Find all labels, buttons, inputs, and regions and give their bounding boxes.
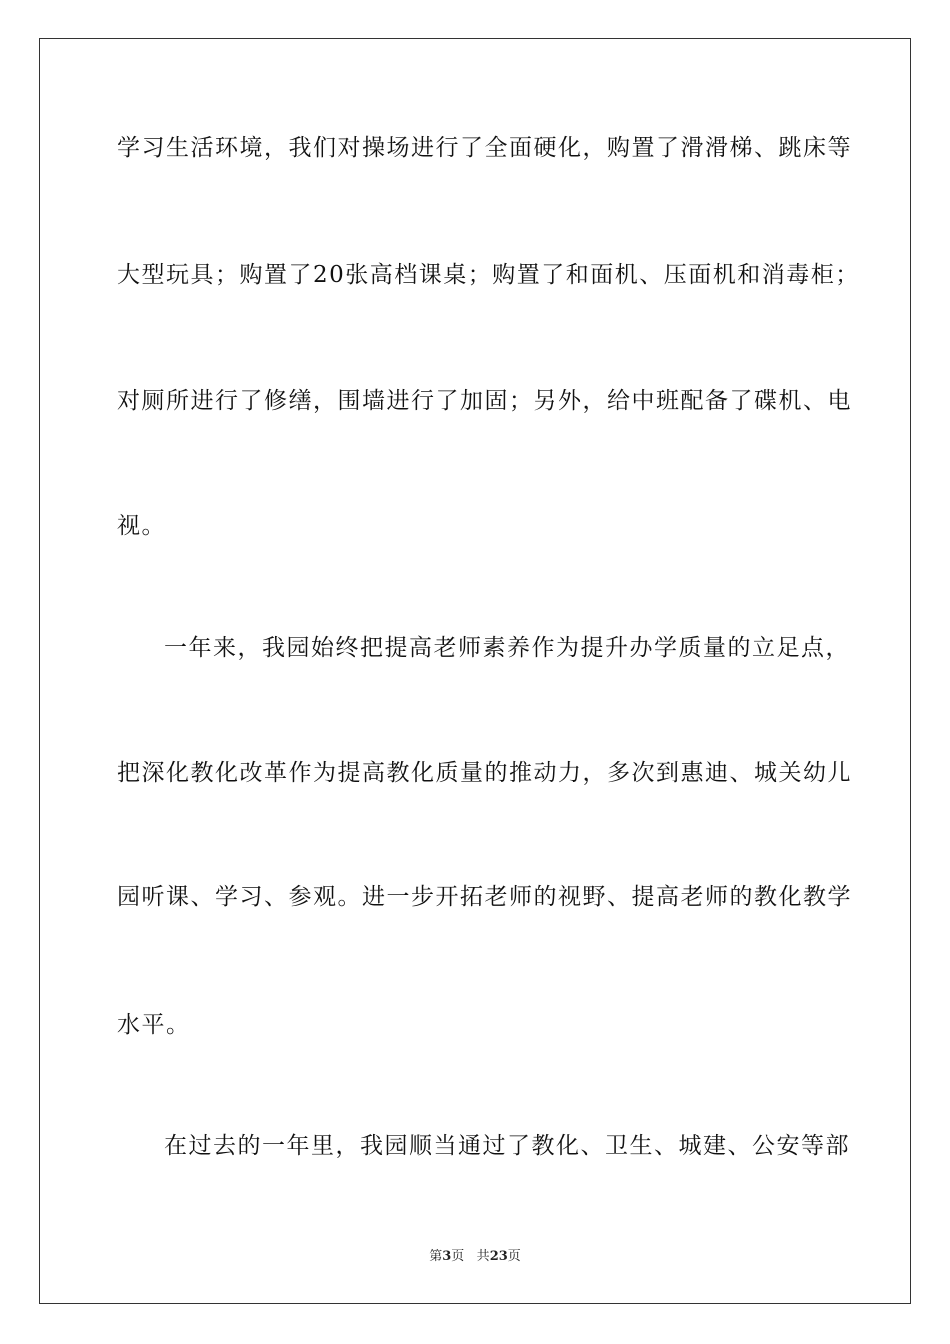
text-line-4: 视。 [117, 513, 166, 539]
page-footer [0, 1248, 950, 1266]
footer-page-prefix: 第 [429, 1249, 443, 1264]
text-line-1: 学习生活环境，我们对操场进行了全面硬化，购置了滑滑梯、跳床等 [117, 135, 852, 161]
text-line-2: 大型玩具；购置了20张高档课桌；购置了和面机、压面机和消毒柜； [117, 262, 860, 288]
footer-total-pages: 23 [489, 1249, 508, 1264]
text-line-8: 水平。 [117, 1012, 191, 1038]
text-line-7: 园听课、学习、参观。进一步开拓老师的视野、提高老师的教化教学 [117, 884, 852, 910]
paragraph-start-2: 在过去的一年里，我园顺当通过了教化、卫生、城建、公安等部 [164, 1133, 850, 1159]
footer-total-prefix: 共 [476, 1249, 490, 1264]
page-frame [39, 38, 911, 1304]
footer-page-suffix: 页 [451, 1249, 465, 1264]
footer-page-number: 3 [442, 1249, 452, 1264]
footer-total-suffix: 页 [507, 1249, 521, 1264]
paragraph-start-1: 一年来，我园始终把提高老师素养作为提升办学质量的立足点， [164, 635, 850, 661]
text-line-3: 对厕所进行了修缮，围墙进行了加固；另外，给中班配备了碟机、电 [117, 388, 852, 414]
text-line-6: 把深化教化改革作为提高教化质量的推动力，多次到惠迪、城关幼儿 [117, 760, 852, 786]
